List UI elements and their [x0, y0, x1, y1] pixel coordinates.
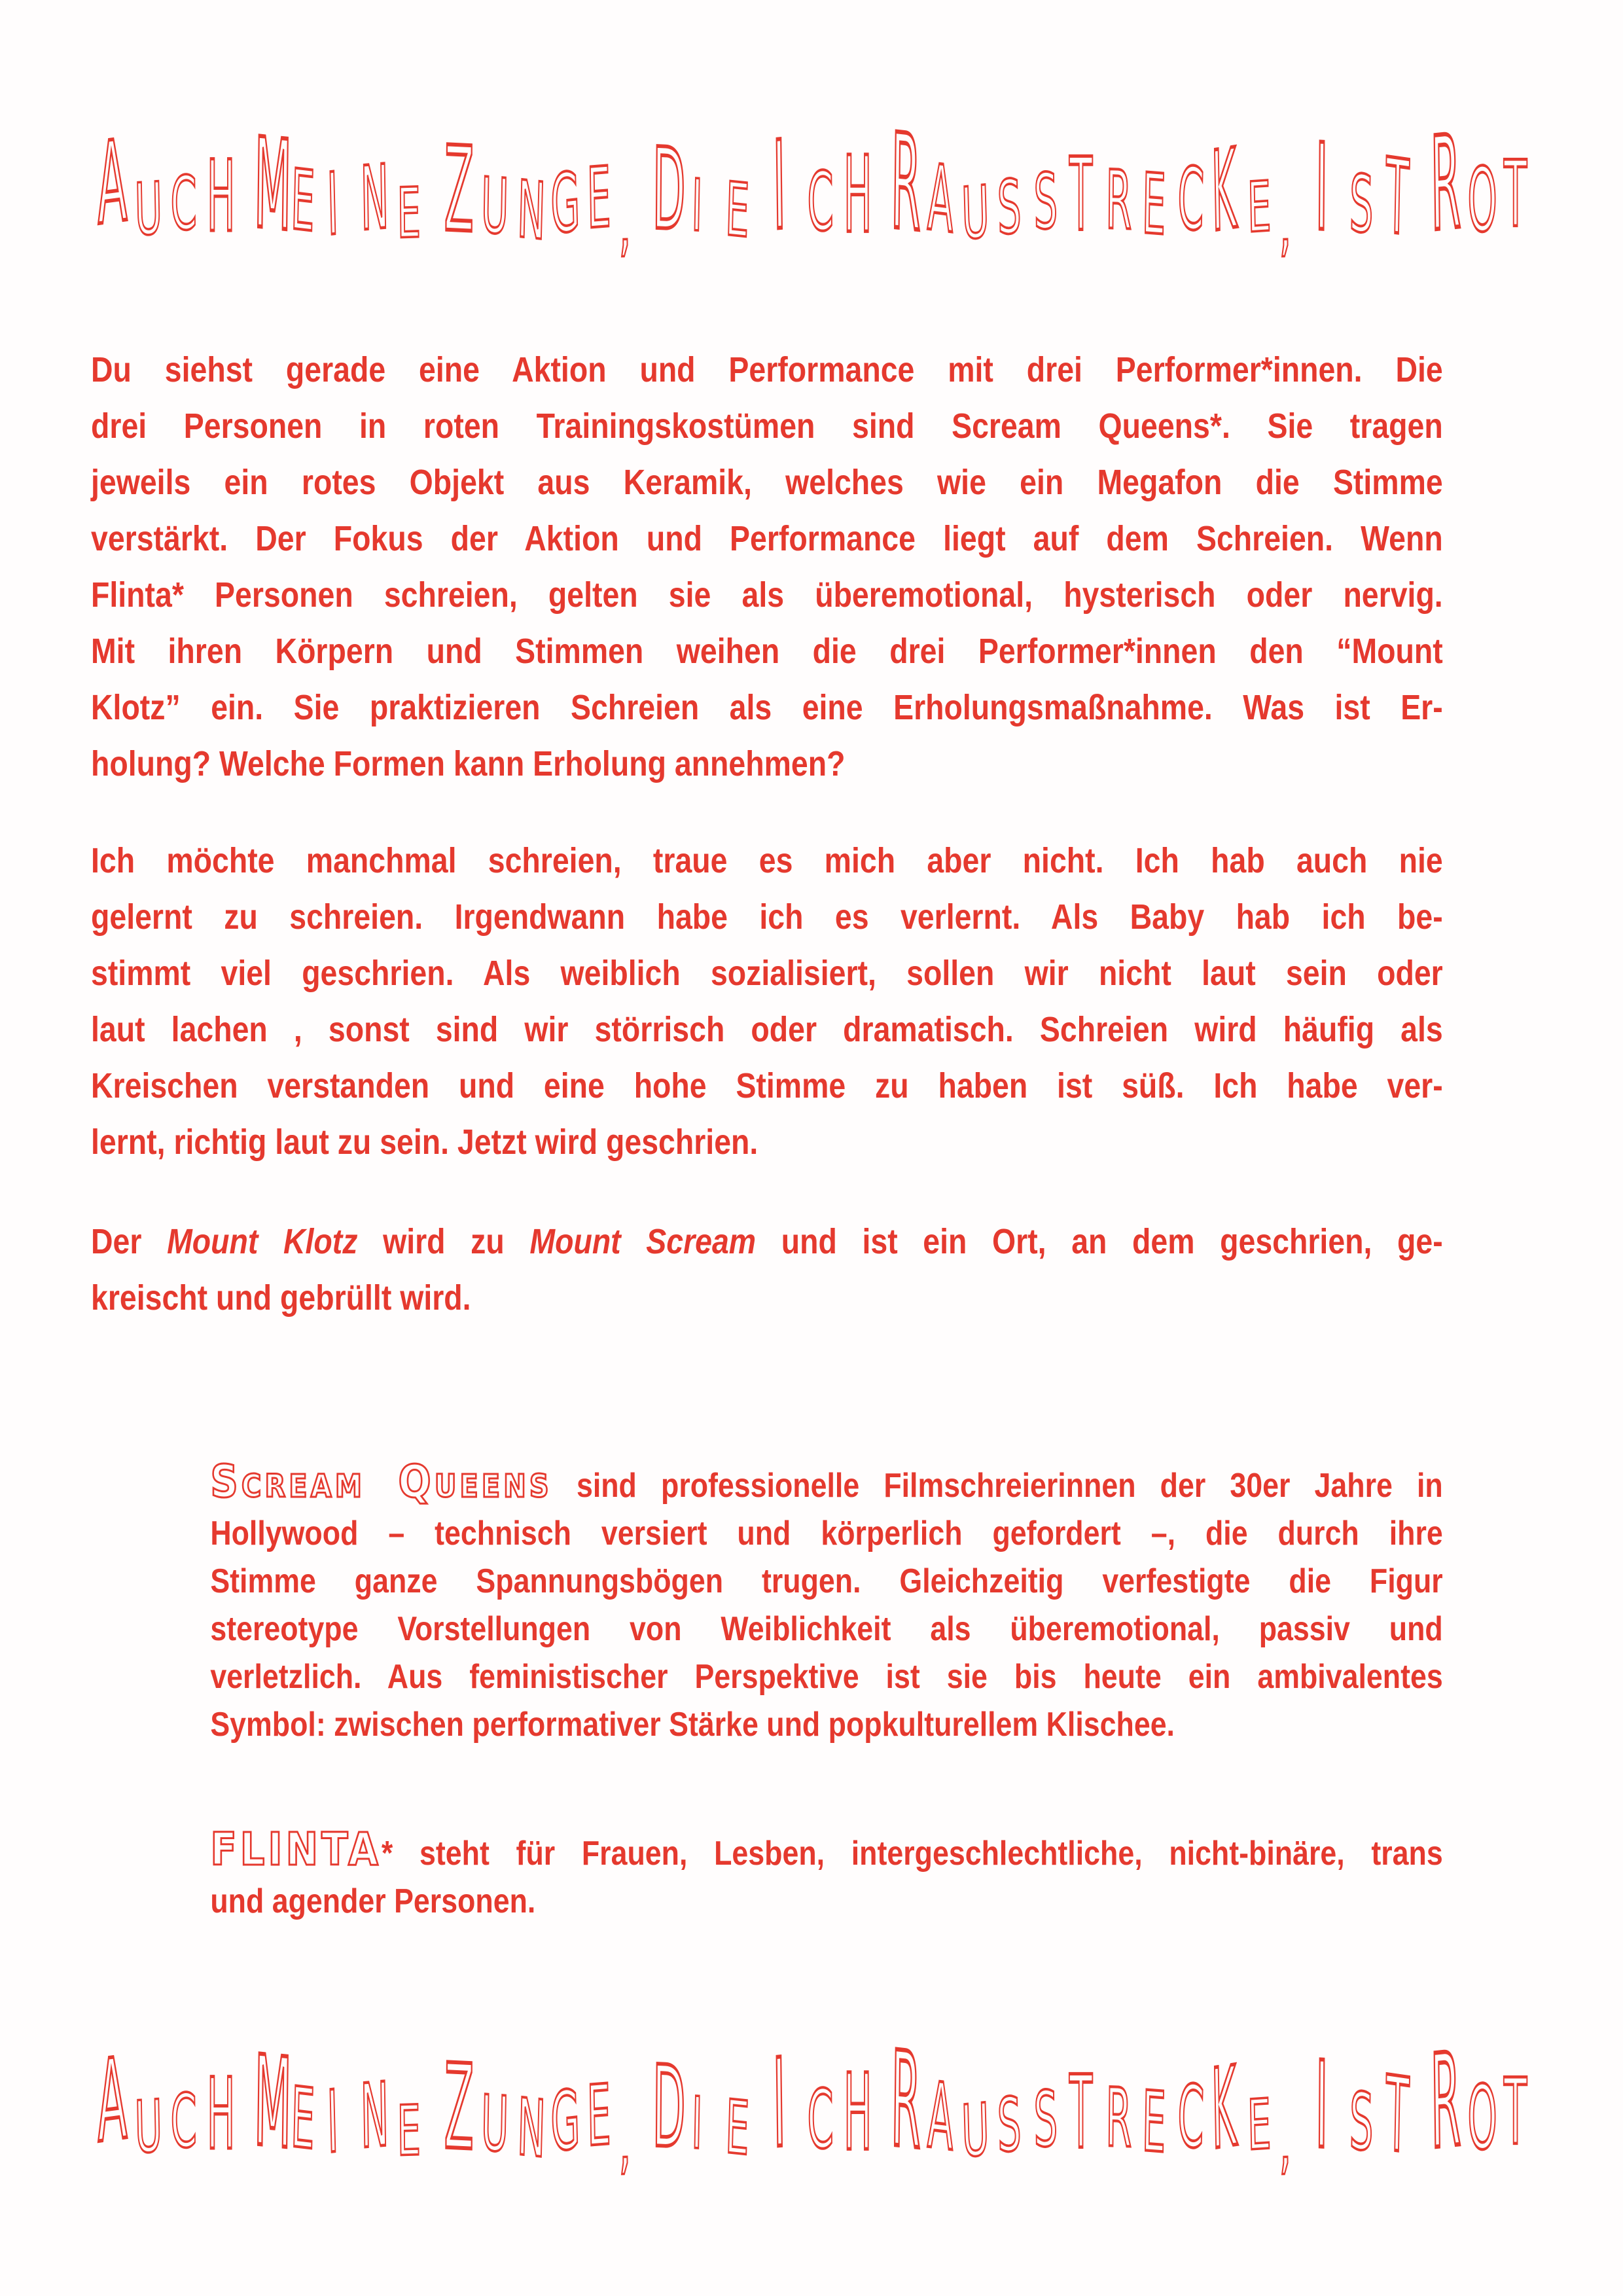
title-letter: S: [1033, 158, 1058, 247]
text-line: [210, 1510, 1442, 1558]
hand-lettered-word: Scream Queens: [210, 1456, 552, 1508]
title-letter: N: [360, 146, 390, 251]
text-line: [91, 1001, 1443, 1058]
text-segment: Mit ihren Körpern und Stimmen weihen die drei Performer*innen den “Mount: [91, 632, 1443, 671]
title-letter: T: [1069, 2054, 1093, 2172]
title-letter: T: [1384, 137, 1410, 260]
title-letter: O: [1467, 149, 1498, 253]
text-segment: kreischt und gebrüllt wird.: [91, 1278, 471, 1318]
title-letter: U: [480, 162, 510, 252]
title-letter: R: [1105, 2071, 1133, 2166]
title-letter: I: [690, 164, 704, 248]
title-letter: N: [516, 164, 547, 259]
title-letter: M: [253, 112, 293, 260]
text-segment: Stimme ganze Spannungsbögen trugen. Gleichzeitig verfestigte die Figur: [210, 1562, 1443, 1600]
title-letter: C: [169, 160, 198, 247]
title-letter: E: [1246, 167, 1272, 249]
text-line: [91, 833, 1443, 889]
title-letter: M: [253, 2030, 293, 2178]
title-letter: U: [960, 170, 991, 257]
text-segment: Der: [91, 1222, 168, 1261]
title-letter: T: [1503, 2060, 1527, 2166]
title-letter: R: [1105, 153, 1133, 249]
text-segment: jeweils ein rotes Objekt aus Keramik, welches wie ein Megafon die Stimme: [91, 463, 1443, 502]
title-letter: N: [360, 2064, 390, 2169]
title-letter: S: [997, 164, 1023, 252]
text-segment: verletzlich. Aus feministischer Perspektive ist sie bis heute ein ambivalentes: [210, 1658, 1443, 1696]
title-letter: O: [1467, 2067, 1498, 2170]
title-letter: I: [325, 154, 340, 255]
title-letter: K: [1210, 2043, 1238, 2175]
title-letter: U: [480, 2079, 510, 2170]
title-letter: K: [1210, 126, 1238, 257]
text-segment: * steht für Frauen, Lesben, intergeschlechtliche, nicht-binäre, trans: [381, 1835, 1443, 1873]
text-segment: lernt, richtig laut zu sein. Jetzt wird geschrien.: [91, 1122, 758, 1162]
text-line: [210, 1878, 1442, 1926]
text-line: [210, 1701, 1442, 1749]
text-segment: holung? Welche Formen kann Erholung annehmen?: [91, 744, 846, 783]
title-letter: T: [1384, 2054, 1410, 2178]
title-letter: I: [1314, 118, 1329, 259]
title-letter: E: [289, 2070, 316, 2169]
text-segment: Kreischen verstanden und eine hohe Stimme zu haben ist süß. Ich habe ver-: [91, 1066, 1443, 1105]
title-letter: C: [807, 2073, 834, 2168]
title-letter: C: [1176, 2066, 1205, 2169]
title-letter: E: [396, 2090, 421, 2172]
title-letter: E: [1141, 2073, 1167, 2172]
text-segment: Du siehst gerade eine Aktion und Performance mit drei Performer*innen. Die: [91, 350, 1443, 389]
title-letter: E: [1141, 156, 1167, 255]
title-letter: C: [169, 2078, 198, 2165]
title-letter: E: [396, 173, 421, 255]
title-letter: C: [1176, 149, 1205, 251]
text-segment: Hollywood – technisch versiert und körperlich gefordert –, die durch ihre: [210, 1515, 1443, 1552]
title-letter: A: [927, 145, 955, 254]
title-letter: H: [206, 2058, 235, 2172]
title-letter: I: [772, 2033, 787, 2176]
text-line: [91, 679, 1443, 736]
text-segment: drei Personen in roten Trainingskostümen sind Scream Queens*. Sie tragen: [91, 406, 1443, 446]
text-line: [91, 623, 1443, 679]
title-letter: I: [690, 2082, 704, 2166]
title-letter: I: [772, 115, 787, 258]
title-letter: N: [516, 2081, 547, 2176]
title-letter: H: [843, 134, 872, 257]
text-line: [91, 1114, 1443, 1170]
text-segment: Flinta* Personen schreien, gelten sie als überemotional, hysterisch oder nervig.: [91, 575, 1443, 615]
text-segment: verstärkt. Der Fokus der Aktion und Performance liegt auf dem Schreien. Wenn: [91, 519, 1443, 558]
text-segment: Klotz” ein. Sie praktizieren Schreien als eine Erholungsmaßnahme. Was ist Er-: [91, 688, 1443, 727]
text-line: [210, 1605, 1442, 1653]
hand-lettered-word: FLINTA: [210, 1823, 382, 1876]
title-letter: ,: [1278, 183, 1292, 266]
text-line: [91, 454, 1443, 511]
text-line: [210, 1458, 1442, 1510]
text-line: [91, 398, 1443, 454]
text-line: [91, 342, 1443, 398]
text-line: [91, 889, 1443, 945]
headline-bottom: [91, 2024, 1528, 2183]
title-letter: E: [586, 2067, 612, 2166]
text-line: [91, 736, 1443, 792]
text-line: [91, 1213, 1443, 1270]
title-letter: ,: [617, 183, 632, 266]
title-letter: T: [1503, 142, 1527, 248]
paragraph-mount-scream: [91, 1213, 1443, 1326]
title-letter: U: [134, 167, 163, 252]
title-letter: ,: [617, 2100, 632, 2183]
title-letter: E: [1246, 2085, 1272, 2166]
title-letter: Z: [444, 122, 474, 259]
text-segment: und ist ein Ort, an dem geschrien, ge-: [756, 1222, 1443, 1261]
text-line: [91, 511, 1443, 567]
text-line: [91, 567, 1443, 623]
text-line: [91, 945, 1443, 1001]
text-segment: Ich möchte manchmal schreien, traue es mich aber nicht. Ich hab auch nie: [91, 841, 1443, 880]
paragraph-intro: [91, 342, 1443, 792]
title-letter: U: [960, 2088, 991, 2174]
text-segment: Symbol: zwischen performativer Stärke und popkulturellem Klischee.: [210, 1706, 1175, 1744]
title-letter: R: [1429, 108, 1462, 261]
text-segment: stimmt viel geschrien. Als weiblich sozialisiert, sollen wir nicht laut sein oder: [91, 954, 1443, 993]
title-letter: E: [289, 152, 316, 251]
text-segment: stereotype Vorstellungen von Weiblichkeit als überemotional, passiv und: [210, 1610, 1443, 1648]
title-letter: G: [550, 2073, 582, 2170]
text-segment: Mount Scream: [529, 1222, 757, 1261]
paragraph-scream-wish: [91, 833, 1443, 1170]
title-letter: D: [651, 124, 686, 257]
text-segment: wird zu: [357, 1222, 530, 1261]
title-letter: Z: [444, 2039, 474, 2177]
text-line: [210, 1823, 1443, 1878]
text-line: [91, 1270, 1443, 1326]
title-letter: S: [1033, 2075, 1058, 2165]
title-letter: S: [1349, 2076, 1374, 2169]
text-line: [210, 1558, 1442, 1605]
title-letter: R: [889, 2024, 922, 2179]
title-letter: A: [927, 2062, 955, 2172]
title-letter: E: [724, 166, 751, 255]
title-letter: S: [997, 2082, 1023, 2170]
title-letter: C: [807, 155, 834, 250]
title-letter: A: [96, 2034, 128, 2168]
title-letter: A: [96, 117, 128, 251]
text-segment: laut lachen , sonst sind wir störrisch oder dramatisch. Schreien wird häufig als: [91, 1010, 1443, 1049]
text-segment: Mount Klotz: [167, 1222, 358, 1261]
text-line: [91, 1058, 1443, 1114]
title-letter: U: [134, 2085, 163, 2170]
title-letter: H: [843, 2052, 872, 2175]
title-letter: E: [724, 2084, 751, 2172]
footnote-flinta: [210, 1823, 1443, 1926]
title-letter: R: [889, 106, 922, 262]
text-segment: sind professionelle Filmschreierinnen der 30er Jahre in: [552, 1467, 1443, 1505]
text-segment: gelernt zu schreien. Irgendwann habe ich es verlernt. Als Baby hab ich be-: [91, 897, 1443, 937]
title-letter: H: [206, 140, 235, 255]
title-letter: S: [1349, 158, 1374, 251]
title-letter: E: [586, 149, 612, 248]
text-segment: und agender Personen.: [210, 1882, 536, 1920]
footnote-scream-queens: [210, 1458, 1442, 1749]
title-letter: G: [550, 155, 582, 253]
title-letter: R: [1429, 2026, 1462, 2179]
title-letter: I: [325, 2072, 340, 2173]
title-letter: D: [651, 2042, 686, 2174]
title-letter: I: [1314, 2036, 1329, 2176]
text-line: [210, 1653, 1442, 1701]
text-column: [91, 0, 1443, 2296]
title-letter: T: [1069, 137, 1093, 254]
title-letter: ,: [1278, 2100, 1292, 2183]
